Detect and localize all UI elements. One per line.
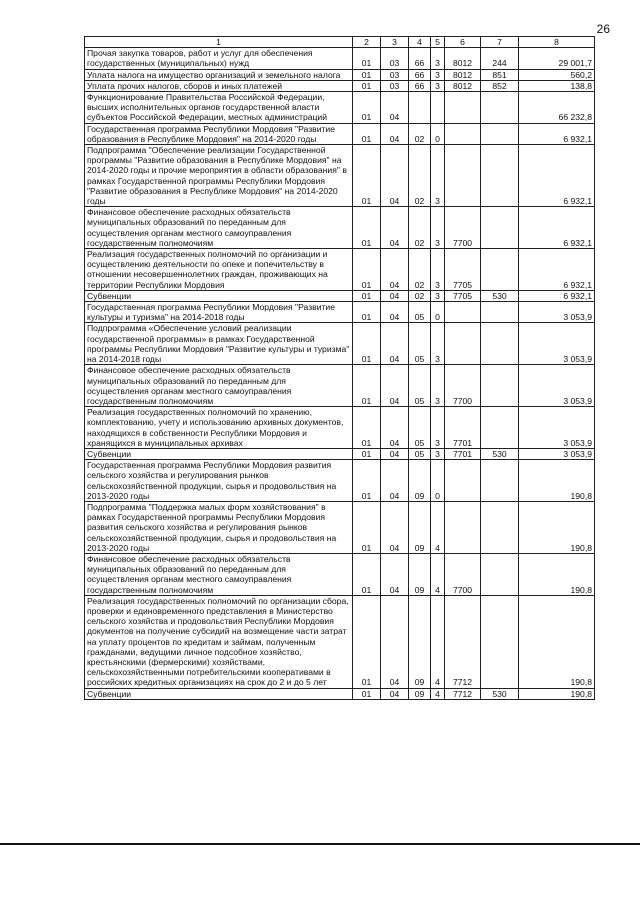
row-code-4: 05 xyxy=(409,448,431,459)
row-amount: 6 932,1 xyxy=(519,123,595,144)
row-code-4: 05 xyxy=(409,407,431,449)
row-code-4: 09 xyxy=(409,595,431,688)
row-amount: 3 053,9 xyxy=(519,302,595,323)
row-code-2: 01 xyxy=(353,80,381,91)
row-amount: 66 232,8 xyxy=(519,92,595,124)
row-code-2: 01 xyxy=(353,145,381,207)
row-amount: 29 001,7 xyxy=(519,48,595,69)
row-code-5: 3 xyxy=(431,290,445,301)
row-code-2: 01 xyxy=(353,688,381,699)
row-code-7 xyxy=(481,145,519,207)
row-code-7 xyxy=(481,407,519,449)
row-code-5: 3 xyxy=(431,80,445,91)
row-code-5: 3 xyxy=(431,69,445,80)
row-name: Государственная программа Республики Мордовия "Развитие образования в Республике Мордовия" на 2014-2020 годы xyxy=(85,123,353,144)
row-code-5: 3 xyxy=(431,407,445,449)
table-row xyxy=(85,501,595,553)
table-row xyxy=(85,92,595,124)
table-row xyxy=(85,448,595,459)
row-amount: 190,8 xyxy=(519,460,595,502)
header-col-6: 6 xyxy=(445,37,481,48)
row-name: Прочая закупка товаров, работ и услуг для обеспечения государственных (муниципальных) нужд xyxy=(85,48,353,69)
row-code-4: 09 xyxy=(409,553,431,595)
row-code-6: 8012 xyxy=(445,48,481,69)
row-code-3: 04 xyxy=(381,123,409,144)
row-name: Финансовое обеспечение расходных обязательств муниципальных образований по переданным для осуществления органам местного самоуправления государственным полномочиям xyxy=(85,207,353,249)
row-name: Уплата налога на имущество организаций и земельного налога xyxy=(85,69,353,80)
row-name: Государственная программа Республики Мордовия "Развитие культуры и туризма" на 2014-2018 годы xyxy=(85,302,353,323)
row-code-6 xyxy=(445,501,481,553)
budget-table xyxy=(84,36,595,700)
row-code-2: 01 xyxy=(353,553,381,595)
row-code-2: 01 xyxy=(353,323,381,365)
row-amount: 190,8 xyxy=(519,595,595,688)
row-amount: 3 053,9 xyxy=(519,448,595,459)
row-code-3: 04 xyxy=(381,448,409,459)
header-col-2: 2 xyxy=(353,37,381,48)
row-code-7 xyxy=(481,207,519,249)
row-code-2: 01 xyxy=(353,501,381,553)
row-name: Уплата прочих налогов, сборов и иных платежей xyxy=(85,80,353,91)
row-amount: 190,8 xyxy=(519,501,595,553)
row-code-4 xyxy=(409,92,431,124)
row-code-7 xyxy=(481,460,519,502)
table-row xyxy=(85,407,595,449)
row-code-7: 244 xyxy=(481,48,519,69)
row-name: Функционирование Правительства Российской Федерации, высших исполнительных органов государственной власти субъектов Российской Федерации, местных администраций xyxy=(85,92,353,124)
row-code-6 xyxy=(445,145,481,207)
table-row xyxy=(85,80,595,91)
table-row xyxy=(85,323,595,365)
row-code-5: 0 xyxy=(431,302,445,323)
row-code-4: 66 xyxy=(409,48,431,69)
bottom-rule xyxy=(0,843,640,845)
row-code-5: 4 xyxy=(431,501,445,553)
row-code-4: 09 xyxy=(409,501,431,553)
row-amount: 6 932,1 xyxy=(519,290,595,301)
row-code-3: 03 xyxy=(381,69,409,80)
table-row xyxy=(85,302,595,323)
row-code-3: 04 xyxy=(381,595,409,688)
row-code-5 xyxy=(431,92,445,124)
row-code-7 xyxy=(481,92,519,124)
row-code-6: 7700 xyxy=(445,365,481,407)
row-amount: 3 053,9 xyxy=(519,407,595,449)
row-code-2: 01 xyxy=(353,595,381,688)
row-amount: 190,8 xyxy=(519,553,595,595)
row-code-5: 3 xyxy=(431,323,445,365)
table-row xyxy=(85,595,595,688)
row-code-6: 8012 xyxy=(445,69,481,80)
row-code-7: 530 xyxy=(481,448,519,459)
row-code-6: 7712 xyxy=(445,595,481,688)
row-code-6 xyxy=(445,323,481,365)
row-amount: 3 053,9 xyxy=(519,365,595,407)
row-code-5: 4 xyxy=(431,553,445,595)
row-amount: 6 932,1 xyxy=(519,145,595,207)
row-code-5: 3 xyxy=(431,448,445,459)
row-code-2: 01 xyxy=(353,249,381,291)
row-code-7: 530 xyxy=(481,290,519,301)
row-name: Финансовое обеспечение расходных обязательств муниципальных образований по переданным для осуществления органам местного самоуправления государственным полномочиям xyxy=(85,553,353,595)
row-code-5: 4 xyxy=(431,595,445,688)
row-code-2: 01 xyxy=(353,302,381,323)
row-code-2: 01 xyxy=(353,460,381,502)
row-name: Финансовое обеспечение расходных обязательств муниципальных образований по переданным для осуществления органам местного самоуправления государственным полномочиям xyxy=(85,365,353,407)
row-code-3: 04 xyxy=(381,688,409,699)
row-code-3: 04 xyxy=(381,302,409,323)
row-code-7 xyxy=(481,595,519,688)
row-code-4: 66 xyxy=(409,80,431,91)
row-code-4: 02 xyxy=(409,123,431,144)
row-code-3: 04 xyxy=(381,145,409,207)
row-code-5: 0 xyxy=(431,460,445,502)
row-code-5: 3 xyxy=(431,365,445,407)
row-code-3: 04 xyxy=(381,207,409,249)
row-code-7: 530 xyxy=(481,688,519,699)
table-row xyxy=(85,145,595,207)
row-code-4: 09 xyxy=(409,688,431,699)
row-code-2: 01 xyxy=(353,407,381,449)
header-col-5: 5 xyxy=(431,37,445,48)
row-code-2: 01 xyxy=(353,48,381,69)
row-code-2: 01 xyxy=(353,69,381,80)
row-code-3: 04 xyxy=(381,323,409,365)
header-col-7: 7 xyxy=(481,37,519,48)
row-code-3: 04 xyxy=(381,92,409,124)
row-code-4: 05 xyxy=(409,365,431,407)
table-row xyxy=(85,48,595,69)
header-col-1: 1 xyxy=(85,37,353,48)
row-code-6: 7700 xyxy=(445,553,481,595)
table-row xyxy=(85,553,595,595)
row-code-6 xyxy=(445,123,481,144)
row-code-4: 02 xyxy=(409,249,431,291)
table-row xyxy=(85,365,595,407)
row-code-7 xyxy=(481,302,519,323)
row-name: Субвенции xyxy=(85,688,353,699)
row-amount: 190,8 xyxy=(519,688,595,699)
row-code-6 xyxy=(445,460,481,502)
table-row xyxy=(85,249,595,291)
table-row xyxy=(85,69,595,80)
row-name: Субвенции xyxy=(85,448,353,459)
row-name: Реализация государственных полномочий по организации и осуществлению деятельности по опеке и попечительству в отношении несовершеннолетних граждан, проживающих на территории Республики Мордовия xyxy=(85,249,353,291)
row-code-7: 851 xyxy=(481,69,519,80)
row-code-3: 04 xyxy=(381,501,409,553)
row-code-3: 04 xyxy=(381,407,409,449)
row-code-4: 02 xyxy=(409,145,431,207)
row-code-7 xyxy=(481,249,519,291)
row-code-5: 0 xyxy=(431,123,445,144)
row-code-2: 01 xyxy=(353,123,381,144)
row-code-3: 03 xyxy=(381,48,409,69)
row-code-4: 02 xyxy=(409,207,431,249)
row-name: Государственная программа Республики Мордовия развития сельского хозяйства и регулирования рынков сельскохозяйственной продукции, сырья и продовольствия на 2013-2020 годы xyxy=(85,460,353,502)
row-code-2: 01 xyxy=(353,207,381,249)
table-header-row xyxy=(85,37,595,48)
row-code-3: 03 xyxy=(381,80,409,91)
row-code-5: 3 xyxy=(431,249,445,291)
row-code-2: 01 xyxy=(353,92,381,124)
row-name: Подпрограмма "Поддержка малых форм хозяйствования" в рамках Государственной программы Республики Мордовия развития сельского хозяйства и регулирования рынков сельскохозяйственной продукции, сырья и продовольствия на 2013-2020 годы xyxy=(85,501,353,553)
row-code-6: 7700 xyxy=(445,207,481,249)
header-col-3: 3 xyxy=(381,37,409,48)
row-name: Подпрограмма "Обеспечение реализации Государственной программы "Развитие образования в Республике Мордовия" на 2014-2020 годы и прочие мероприятия в области образования" в рамках Государственной программы Республики Мордовия "Развитие образования в Республике Мордовия" на 2014-2020 годы xyxy=(85,145,353,207)
row-code-4: 05 xyxy=(409,302,431,323)
row-code-6: 7705 xyxy=(445,290,481,301)
row-amount: 138,8 xyxy=(519,80,595,91)
page-number: 26 xyxy=(596,22,610,36)
row-code-7 xyxy=(481,323,519,365)
row-code-4: 09 xyxy=(409,460,431,502)
row-amount: 6 932,1 xyxy=(519,249,595,291)
row-code-3: 04 xyxy=(381,365,409,407)
row-code-3: 04 xyxy=(381,249,409,291)
row-code-3: 04 xyxy=(381,290,409,301)
header-col-8: 8 xyxy=(519,37,595,48)
row-amount: 6 932,1 xyxy=(519,207,595,249)
row-code-6 xyxy=(445,92,481,124)
row-code-6: 7712 xyxy=(445,688,481,699)
row-amount: 560,2 xyxy=(519,69,595,80)
row-code-6: 8012 xyxy=(445,80,481,91)
row-code-6: 7701 xyxy=(445,448,481,459)
row-code-5: 3 xyxy=(431,207,445,249)
row-code-2: 01 xyxy=(353,448,381,459)
row-name: Реализация государственных полномочий по организации сбора, проверки и единовременного представления в Министерство сельского хозяйства и продовольствия Республики Мордовия документов на получение субсидий на возмещение части затрат на уплату процентов по кредитам и займам, полученным гражданами, ведущими личное подсобное хозяйство, крестьянскими (фермерскими) хозяйствами, сельскохозяйственными потребительскими кооперативами в российских кредитных организациях на срок до 2 и до 5 лет xyxy=(85,595,353,688)
row-code-5: 3 xyxy=(431,145,445,207)
table-row xyxy=(85,460,595,502)
table-row xyxy=(85,290,595,301)
row-amount: 3 053,9 xyxy=(519,323,595,365)
row-code-7 xyxy=(481,123,519,144)
row-code-6: 7701 xyxy=(445,407,481,449)
row-code-7 xyxy=(481,501,519,553)
row-code-3: 04 xyxy=(381,553,409,595)
row-name: Подпрограмма «Обеспечение условий реализации государственной программы» в рамках Государственной программы Республики Мордовия "Развитие культуры и туризма" на 2014-2018 годы xyxy=(85,323,353,365)
row-code-5: 3 xyxy=(431,48,445,69)
row-code-2: 01 xyxy=(353,365,381,407)
table-row xyxy=(85,123,595,144)
row-code-6 xyxy=(445,302,481,323)
row-code-6: 7705 xyxy=(445,249,481,291)
row-code-5: 4 xyxy=(431,688,445,699)
row-code-7 xyxy=(481,365,519,407)
row-code-2: 01 xyxy=(353,290,381,301)
row-name: Реализация государственных полномочий по хранению, комплектованию, учету и использованию архивных документов, находящихся в собственности Республики Мордовия и хранящихся в муниципальных архивах xyxy=(85,407,353,449)
header-col-4: 4 xyxy=(409,37,431,48)
row-code-3: 04 xyxy=(381,460,409,502)
table-row xyxy=(85,207,595,249)
row-code-7: 852 xyxy=(481,80,519,91)
row-code-4: 05 xyxy=(409,323,431,365)
row-code-7 xyxy=(481,553,519,595)
row-name: Субвенции xyxy=(85,290,353,301)
row-code-4: 66 xyxy=(409,69,431,80)
table-row xyxy=(85,688,595,699)
row-code-4: 02 xyxy=(409,290,431,301)
